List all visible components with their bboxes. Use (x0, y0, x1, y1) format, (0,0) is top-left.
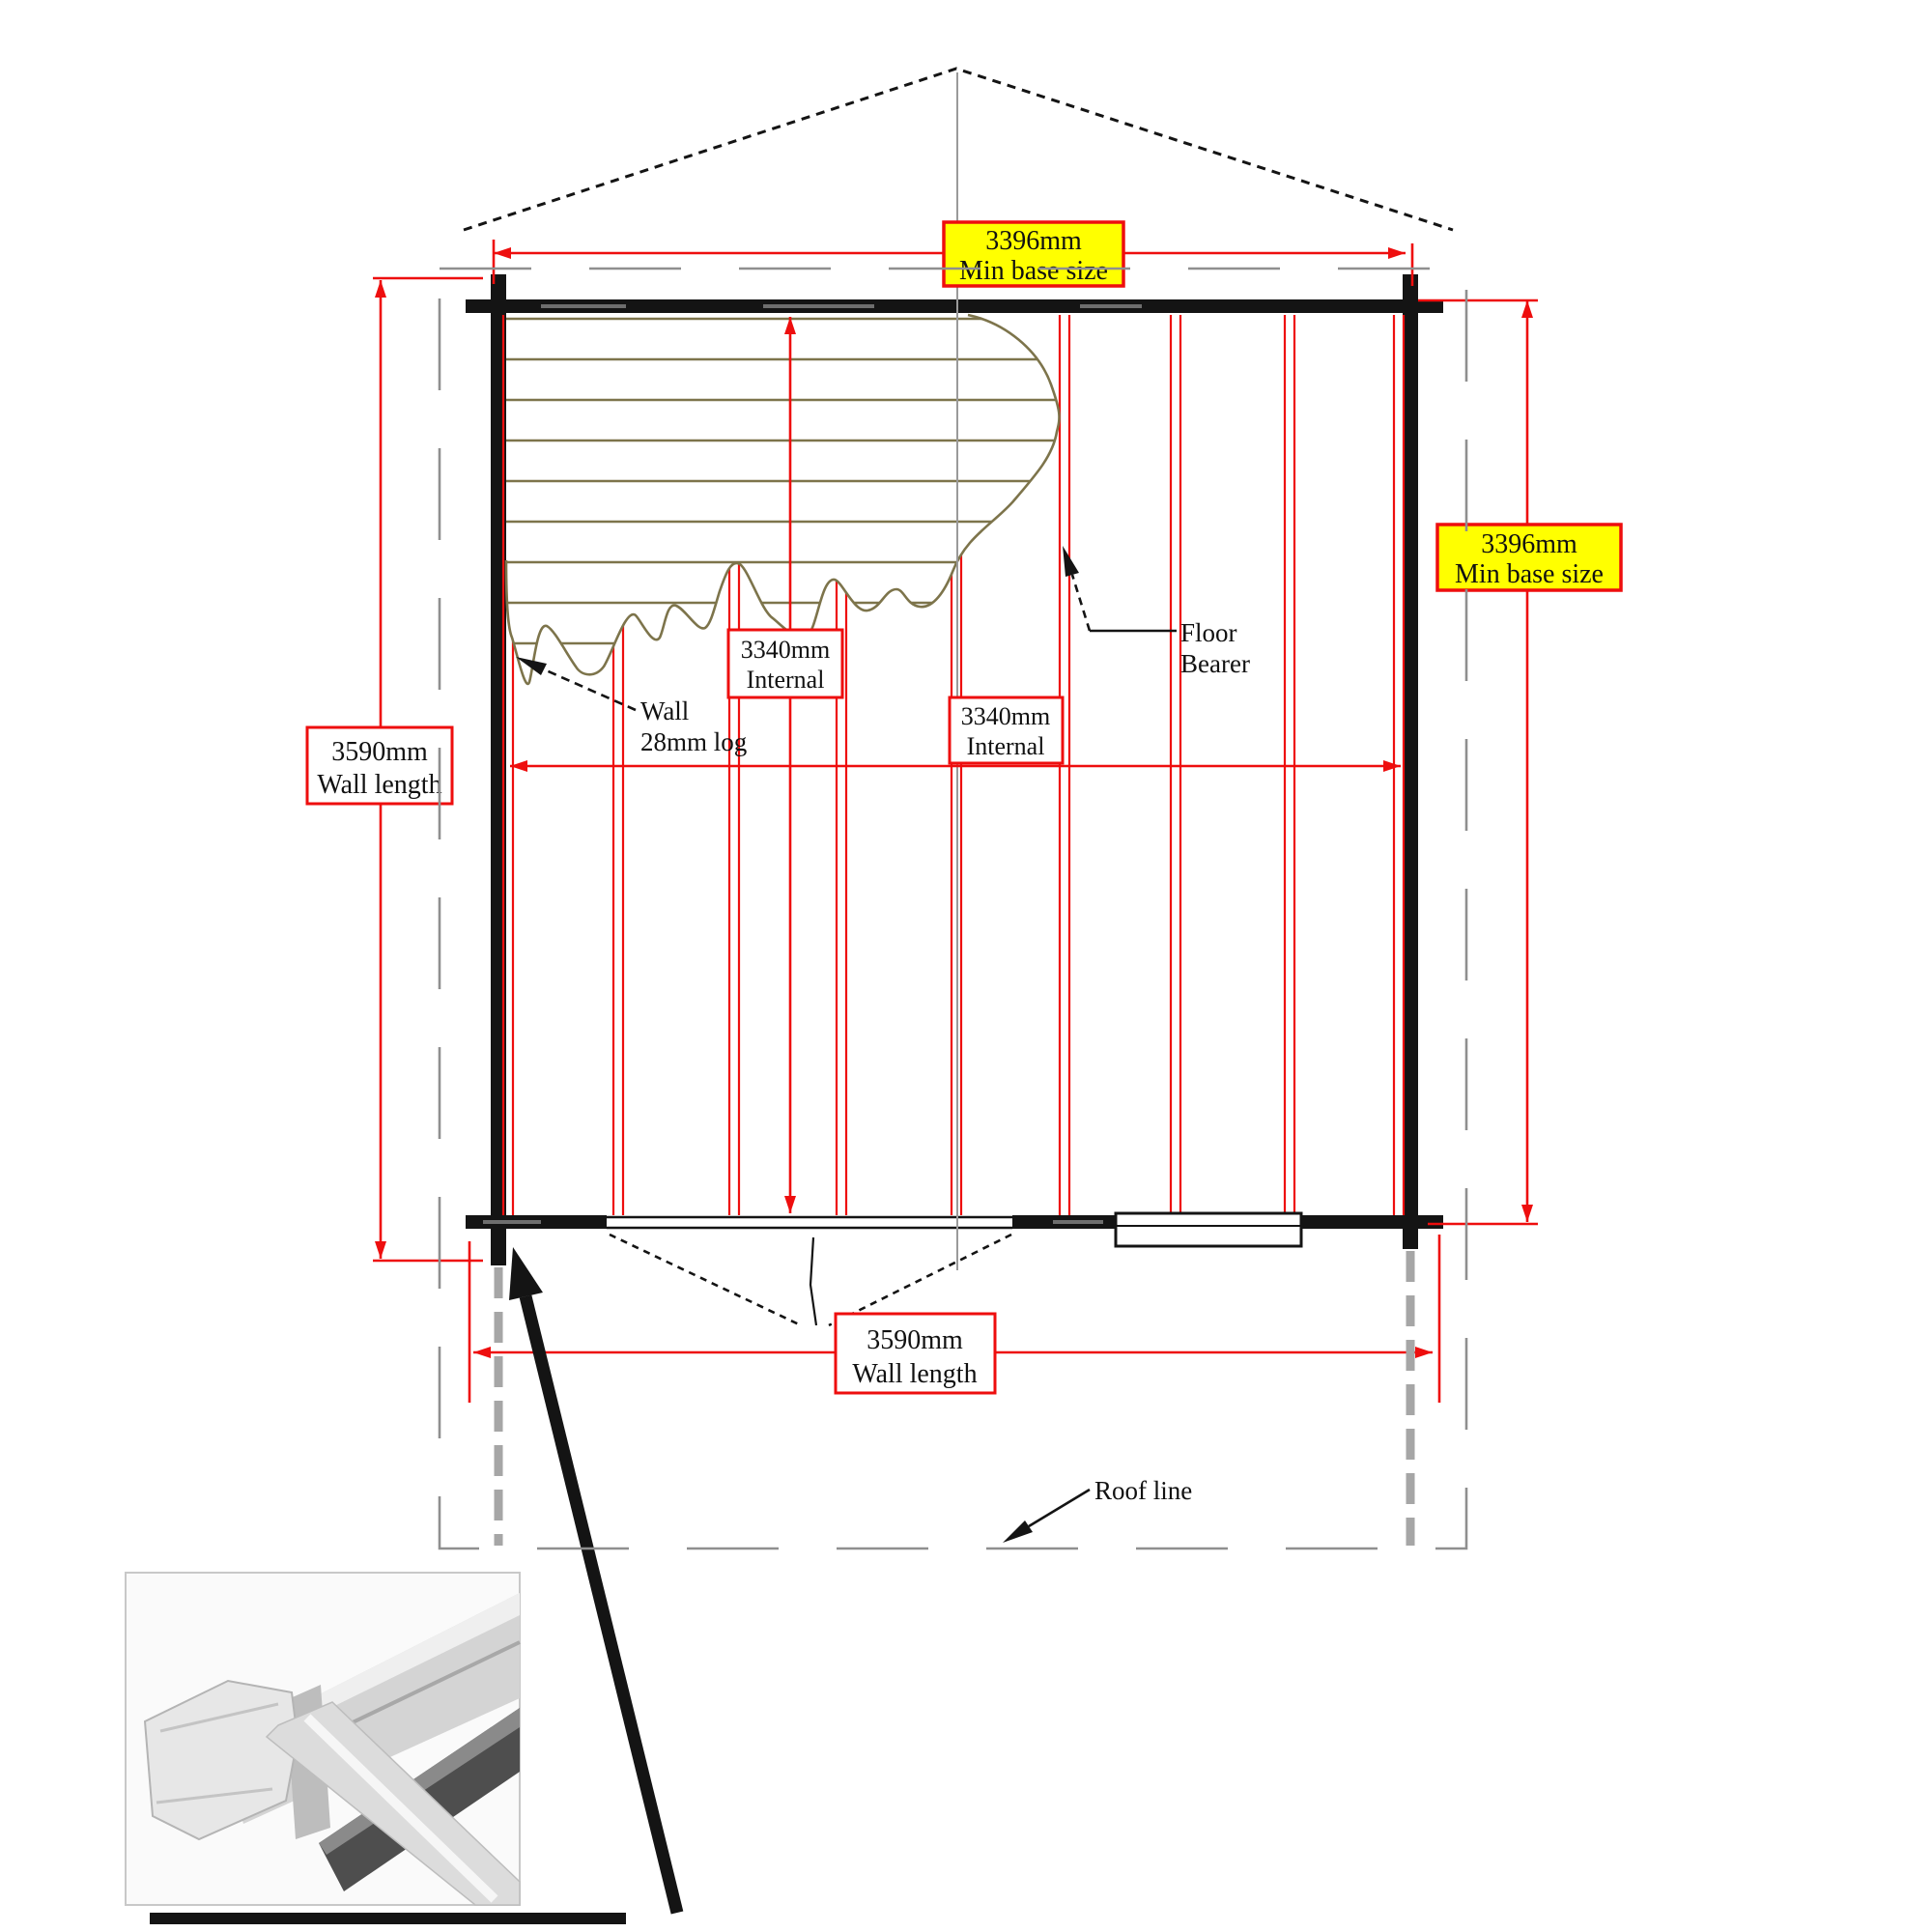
right-base-size-label (1437, 525, 1621, 590)
internal-vertical-value: 3340mm (740, 636, 831, 664)
top-base-size-caption: Min base size (959, 256, 1108, 286)
internal-horizontal-caption: Internal (966, 732, 1045, 760)
left-wall-length-caption: Wall length (317, 770, 442, 800)
double-door-swing (610, 1235, 1011, 1325)
internal-horizontal-label (950, 697, 1063, 763)
roof-line-arrowhead (1003, 1520, 1033, 1543)
window (1116, 1213, 1301, 1246)
photo-callout-arrow (509, 1247, 677, 1913)
right-wall (1403, 274, 1418, 1249)
wall-note-line2: 28mm log (640, 727, 748, 756)
photo-callout-arrowhead (509, 1247, 543, 1300)
corner-joint-photo (126, 1573, 520, 1905)
wall-note-line1: Wall (640, 696, 690, 725)
floor-bearer-arrowhead (1063, 546, 1079, 577)
top-base-size-value: 3396mm (985, 226, 1082, 256)
top-base-size-label (944, 222, 1123, 286)
bottom-wall-length-label (836, 1314, 995, 1393)
floor-bearer-note-line1: Floor (1180, 618, 1237, 647)
bottom-wall-length-value: 3590mm (867, 1325, 963, 1355)
door-meeting-line (810, 1237, 816, 1325)
bottom-wall-length-caption: Wall length (852, 1359, 978, 1389)
internal-vertical-caption: Internal (746, 666, 825, 694)
internal-vertical-label (728, 630, 842, 697)
left-wall-length-value: 3590mm (331, 737, 428, 767)
right-base-size-value: 3396mm (1481, 529, 1577, 559)
right-base-size-caption: Min base size (1455, 559, 1604, 589)
roof-line-note: Roof line (1094, 1476, 1193, 1505)
photo-underline (150, 1913, 626, 1924)
floor-bearer-note-line2: Bearer (1180, 649, 1250, 678)
left-wall-length-label (307, 727, 452, 804)
internal-horizontal-value: 3340mm (960, 702, 1051, 730)
